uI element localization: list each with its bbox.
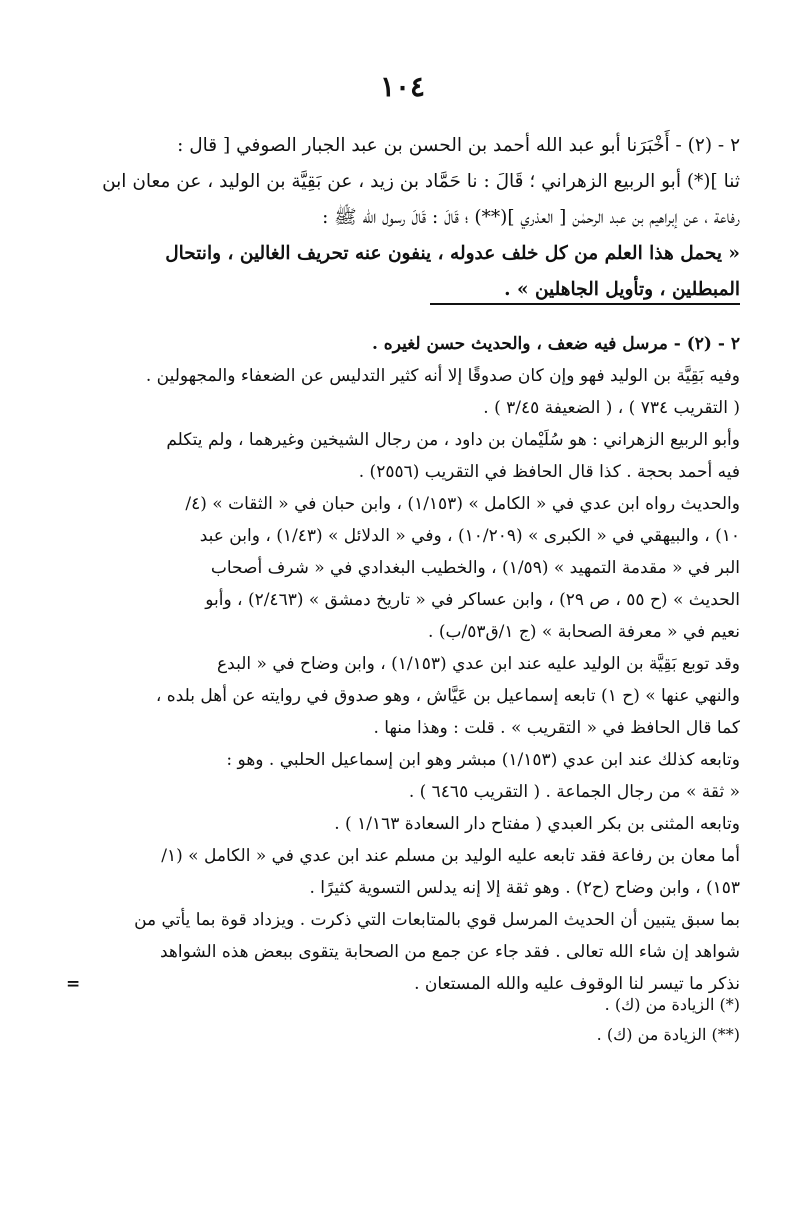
commentary-line: شواهد إن شاء الله تعالى . فقد جاء عن جمع من الصحابة يتقوى ببعض هذه الشواهد — [159, 942, 740, 962]
commentary-heading: ٢ - (٢) - مرسل فيه ضعف ، والحديث حسن لغيره . — [371, 334, 740, 354]
commentary-line: وفيه بَقِيَّة بن الوليد فهو وإن كان صدوقًا إلا أنه كثير التدليس عن الضعفاء والمجهولين . — [145, 366, 740, 386]
commentary-line: وتابعه كذلك عند ابن عدي (١/١٥٣) مبشر وهو ابن إسماعيل الحلبي . وهو : — [226, 750, 740, 770]
commentary-line: ١٥٣) ، وابن وضاح (ح٢) . وهو ثقة إلا إنه يدلس التسوية كثيرًا . — [309, 878, 740, 898]
footnotes — [68, 990, 740, 1050]
hadith-text — [68, 128, 740, 308]
footnote: (*) الزيادة من (ك) . — [604, 995, 740, 1014]
commentary-line: وقد توبع بَقِيَّة بن الوليد عليه عند ابن عدي (١/١٥٣) ، وابن وضاح في « البدع — [217, 654, 740, 674]
commentary-line: وتابعه المثنى بن بكر العبدي ( مفتاح دار السعادة ١/١٦٣ ) . — [334, 814, 740, 834]
hadith-line: ثنا ](*) أبو الربيع الزهراني ؛ قَالَ : نا حَمَّاد بن زيد ، عن بَقِيَّة بن الوليد ، عن معان ابن — [102, 171, 740, 192]
commentary-line: ١٠) ، والبيهقي في « الكبرى » (١٠/٢٠٩) ، وفي « الدلائل » (١/٤٣) ، وابن عبد — [199, 526, 740, 546]
commentary-line: البر في « مقدمة التمهيد » (١/٥٩) ، والخطيب البغدادي في « شرف أصحاب — [210, 558, 740, 578]
page-number: ١٠٤ — [379, 70, 426, 103]
commentary-line: ( التقريب ٧٣٤ ) ، ( الضعيفة ٣/٤٥ ) . — [483, 398, 740, 418]
commentary-line: كما قال الحافظ في « التقريب » . قلت : وهذا منها . — [373, 718, 740, 738]
commentary-line: الحديث » (ح ٥٥ ، ص ٢٩) ، وابن عساكر في « تاريخ دمشق » (٢/٤٦٣) ، وأبو — [205, 590, 740, 610]
hadith-matn-line: « يحمل هذا العلم من كل خلف عدوله ، ينفون عنه تحريف الغالين ، وانتحال — [165, 243, 740, 264]
hadith-matn-line: المبطلين ، وتأويل الجاهلين » . — [504, 279, 740, 300]
footnote: (**) الزيادة من (ك) . — [596, 1025, 740, 1044]
commentary-line: والنهي عنها » (ح ١) تابعه إسماعيل بن عَيَّاش ، وهو صدوق في روايته عن أهل بلده ، — [155, 686, 740, 706]
commentary-line: وأبو الربيع الزهراني : هو سُلَيْمان بن داود ، من رجال الشيخين وغيرهما ، ولم يتكلم — [166, 430, 740, 450]
hadith-line: ٢ - (٢) - أَخْبَرَنا أبو عبد الله أحمد بن الحسن بن عبد الجبار الصوفي [ قال : — [177, 135, 740, 156]
commentary-line-text: نذكر ما تيسر لنا الوقوف عليه والله المستعان . — [414, 974, 740, 994]
commentary-line: فيه أحمد بحجة . كذا قال الحافظ في التقريب (٢٥٥٦) . — [358, 462, 740, 482]
commentary — [68, 328, 740, 1000]
continuation-mark: = — [66, 974, 81, 994]
commentary-line: « ثقة » من رجال الجماعة . ( التقريب ٦٤٦٥ ) . — [408, 782, 740, 802]
commentary-line: والحديث رواه ابن عدي في « الكامل » (١/١٥٣) ، وابن حبان في « الثقات » (٤/ — [185, 494, 740, 514]
commentary-line: نعيم في « معرفة الصحابة » (ج ١/ق٥٣/ب) . — [428, 622, 740, 642]
hadith-line: رفاعة ، عن إبراهيم بن عبد الرحمٰن [ العذري ](**) ؛ قَالَ : قَالَ رسول الله ﷺ : — [322, 207, 740, 228]
commentary-line: بما سبق يتبين أن الحديث المرسل قوي بالمتابعات التي ذكرت . ويزداد قوة بما يأتي من — [134, 910, 740, 930]
footnote-divider — [430, 303, 740, 305]
commentary-line: أما معان بن رفاعة فقد تابعه عليه الوليد بن مسلم عند ابن عدي في « الكامل » (١/ — [161, 846, 740, 866]
